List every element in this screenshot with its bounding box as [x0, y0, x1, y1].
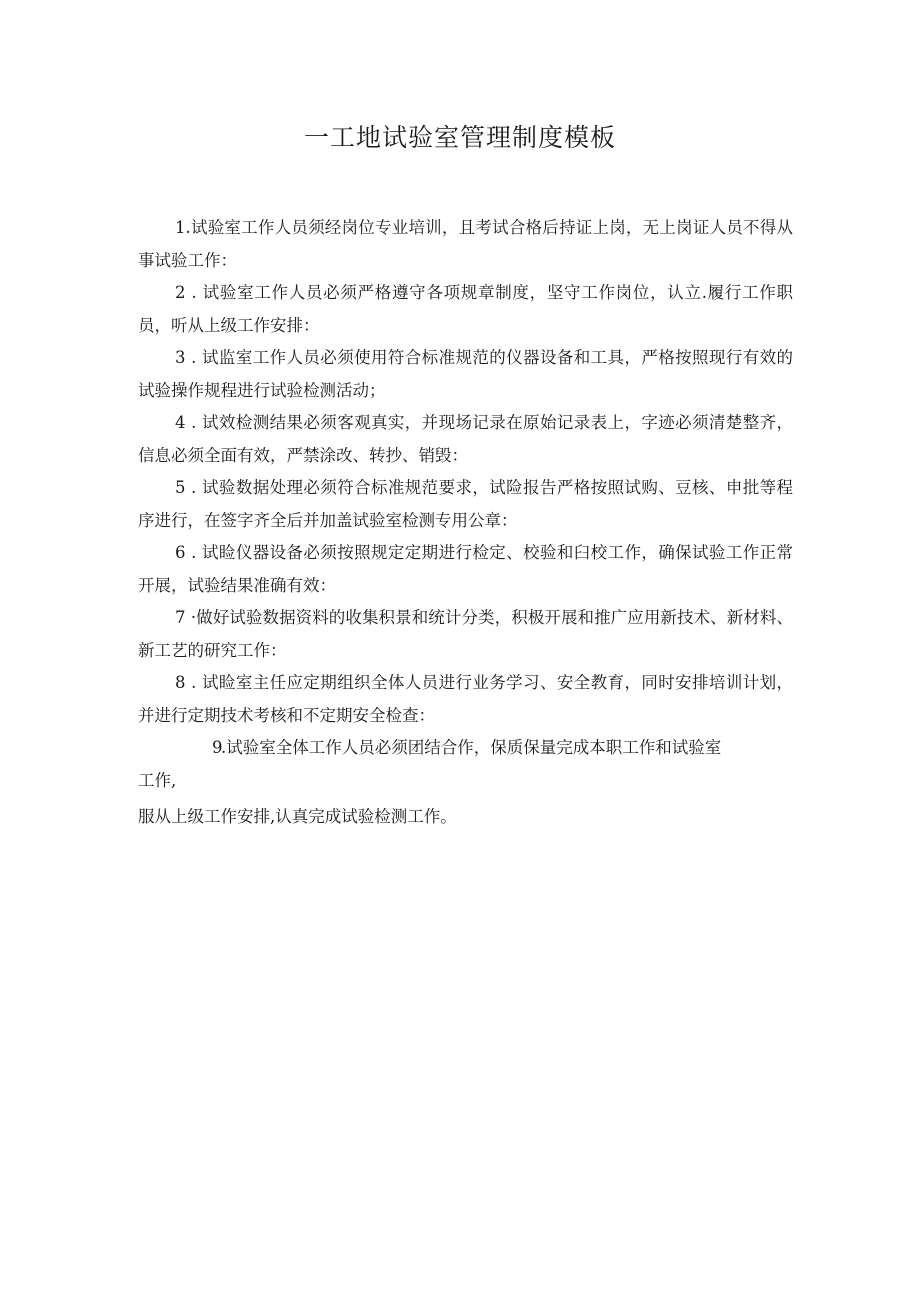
item-number: 6 . — [175, 543, 203, 562]
item-number: 1. — [175, 218, 191, 237]
list-item-4 — [138, 407, 793, 472]
item-text: 做好试验数据资料的收集积景和统计分类，积极开展和推广应用新技术、新材料、新工艺的研究工作： — [138, 608, 793, 660]
list-item-2 — [138, 277, 793, 342]
list-item-8 — [138, 667, 793, 732]
item-number: 4 . — [175, 413, 203, 432]
item-text: 试监室工作人员必须使用符合标准规范的仪器设备和工具，严格按照现行有效的试验操作规程进行试验检测活动； — [138, 348, 794, 400]
list-item-7 — [138, 602, 793, 667]
item-number: 7 · — [175, 608, 197, 627]
item-text: 试睑仪器设备必须按照规定定期进行检定、校验和臼校工作，确保试验工作正常开展，试验结果准确有效： — [138, 543, 794, 595]
list-item-6 — [138, 537, 793, 602]
item-text: .试验室全体工作人员必须团结合作，保质保量完成本职工作和试验室 — [221, 738, 722, 757]
item-text: 试验数据处理必须符合标准规范要求，试险报告严格按照试购、豆核、申批等程序进行，在签字齐全后并加盖试验室检测专用公章： — [138, 478, 794, 530]
list-item-9 — [138, 732, 793, 765]
item-text: 试睑室主任应定期组织全体人员进行业务学习、安全教育，同时安排培训计划，并进行定期技术考核和不定期安全检查： — [138, 673, 794, 725]
item-text: 试验室工作人员必须严格遵守各项规章制度，坚守工作岗位，认立.履行工作职员，听从上级工作安排： — [138, 283, 793, 335]
list-item-9-continuation: 工作, — [138, 770, 177, 790]
item-text: 试验室工作人员须经岗位专业培训，且考试合格后持证上岗，无上岗证人员不得从事试验工作： — [138, 218, 793, 270]
list-item-1 — [138, 212, 793, 277]
item-text: 试效检测结果必须客观真实，并现场记录在原始记录表上，字迹必须清楚整齐，信息必须全面有效，严禁涂改、转抄、销毁： — [138, 413, 794, 465]
page-title: 一工地试验室管理制度模板 — [303, 123, 616, 152]
document-body — [138, 212, 793, 834]
item-number: 9 — [212, 738, 223, 757]
item-number: 2 . — [175, 283, 203, 302]
list-item-9-closing-line: 服从上级工作安排,认真完成试验检测工作。 — [138, 807, 457, 826]
item-number: 8 . — [175, 673, 203, 692]
item-number: 3 . — [175, 348, 203, 367]
list-item-3 — [138, 342, 793, 407]
list-item-5 — [138, 472, 793, 537]
item-number: 5 . — [175, 478, 203, 497]
